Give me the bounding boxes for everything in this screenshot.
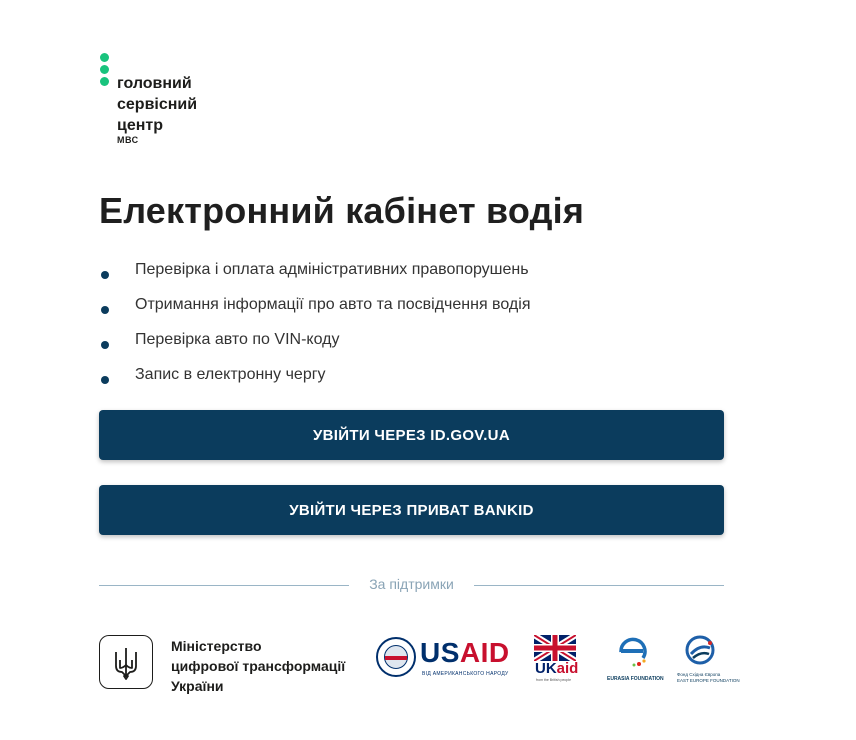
feature-text: Запис в електронну чергу — [135, 366, 326, 383]
ukaid-tagline: from the British people — [536, 678, 572, 682]
feature-text: Перевірка авто по VIN-коду — [135, 331, 340, 348]
usaid-logo[interactable] — [376, 635, 516, 685]
ukaid-wordmark: UKaid — [535, 660, 579, 677]
ministry-logo-text[interactable] — [171, 636, 345, 696]
page-title: Електронний кабінет водія — [99, 190, 585, 231]
feature-item — [100, 258, 530, 293]
east-europe-line-2: EAST EUROPE FOUNDATION — [677, 678, 740, 683]
eurasia-text: EURASIA FOUNDATION — [607, 676, 664, 682]
partners-row — [99, 632, 740, 694]
bullet-icon — [101, 271, 109, 279]
feature-text: Отримання інформації про авто та посвідчення водія — [135, 296, 531, 313]
feature-text: Перевірка і оплата адміністративних правопорушень — [135, 261, 529, 278]
bullet-icon — [101, 306, 109, 314]
login-privat-bankid-button[interactable]: УВІЙТИ ЧЕРЕЗ ПРИВАТ BANKID — [99, 485, 724, 535]
ukaid-logo[interactable] — [534, 635, 578, 685]
logo-line-3: центр — [117, 117, 164, 134]
eurasia-e-icon — [615, 634, 649, 668]
feature-item — [100, 363, 530, 398]
bullet-icon — [101, 341, 109, 349]
logo-subtitle: МВС — [117, 135, 139, 145]
divider-line-right — [474, 585, 724, 586]
feature-item — [100, 328, 530, 363]
bullet-icon — [101, 376, 109, 384]
east-europe-text — [677, 672, 740, 684]
logo-line-1: головний — [117, 75, 192, 92]
ministry-line-3: України — [171, 678, 224, 694]
login-id-gov-button[interactable]: УВІЙТИ ЧЕРЕЗ ID.GOV.UA — [99, 410, 724, 460]
feature-item — [100, 293, 530, 328]
eurasia-foundation-logo[interactable] — [607, 634, 664, 686]
logo-line-2: сервісний — [117, 96, 198, 113]
logo-text — [117, 73, 197, 136]
feature-list — [100, 258, 530, 398]
trident-icon — [99, 635, 153, 689]
east-europe-line-1: Фонд Східна Європа — [677, 672, 721, 677]
usaid-wordmark: USAID — [420, 637, 510, 668]
east-europe-foundation-logo[interactable] — [677, 634, 740, 686]
usaid-tagline: ВІД АМЕРИКАНСЬКОГО НАРОДУ — [422, 671, 509, 677]
usaid-seal-icon — [376, 637, 416, 677]
east-europe-swirl-icon — [683, 634, 717, 668]
uk-flag-icon — [534, 635, 576, 661]
ministry-line-1: Міністерство — [171, 638, 262, 654]
support-label: За підтримки — [369, 576, 454, 592]
ministry-line-2: цифрової трансформації — [171, 658, 346, 674]
support-divider — [99, 576, 724, 596]
logo-dots-icon — [100, 53, 112, 89]
